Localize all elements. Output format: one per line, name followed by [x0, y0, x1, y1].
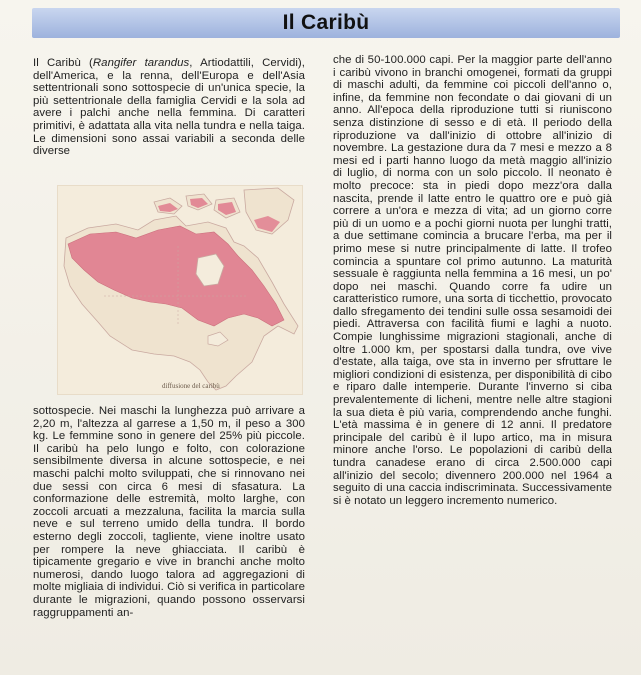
intro-rest: , Artiodattili, Cervidi), dell'America, e la renna, dell'Europa e dell'Asia settentrionali sono sottospecie di un'unica specie, la più settentrionale della famiglia Cervidi e la sola ad avere i palchi anche nella femmina. Di caratteri primitivi, è adattata alla vita nella tundra e nella taiga. Le dimensioni sono assai variabili a seconda delle diverse [33, 57, 305, 158]
page-title: Il Caribù [282, 11, 370, 34]
continuation-paragraph: sottospecie. Nei maschi la lunghezza può arrivare a 2,20 m, l'altezza al garrese a 1,50 m, il peso a 300 kg. Le femmine sono in genere del 25% più piccole. Il caribù ha pelo lungo e folto, con colorazione sensibilmente diversa in alcune sottospecie, e nei maschi palchi molto sviluppati, che si rinnovano nei due sessi con circa 6 mesi di sfasatura. La conformazione delle estremità, molto larghe, con zoccoli arcuati a mezzaluna, facilita la marcia sulla neve e sul terreno umido della tundra. Il bordo esterno degli zoccoli, tagliente, viene inoltre usato per rompere la neve ghiacciata. Il caribù è tipicamente gregario e vive in branchi anche molto numerosi, dando luogo talora ad aggregazioni di molte migliaia di individui. Ciò si verifica in particolare durante le migrazioni, quando possono osservarsi raggruppamenti an- [33, 405, 305, 619]
species-name: Rangifer tarandus [92, 57, 190, 69]
intro-paragraph [33, 57, 305, 158]
left-column-continuation [33, 405, 305, 619]
distribution-map-graphic [58, 186, 302, 394]
right-column [333, 54, 612, 507]
distribution-map [58, 186, 302, 394]
title-band [32, 8, 620, 38]
intro-start: Il Caribù ( [33, 57, 93, 69]
left-column-intro [33, 57, 305, 158]
map-caption: diffusione del caribù [162, 382, 220, 390]
right-paragraph: che di 50-100.000 capi. Per la maggior parte dell'anno i caribù vivono in branchi omogenei, formati da gruppi di maschi adulti, da femmine coi piccoli dell'anno o, infine, da femmine non fecondate o dai giovani di un anno. All'epoca della riproduzione tutti si riuniscono senza distinzione di sesso e di età. Il periodo della riproduzione va dall'inizio di ottobre all'inizio di novembre. La gestazione dura da 7 mesi e mezzo a 8 mesi ed i parti hanno luogo da metà maggio all'inizio di luglio, di norma con un solo piccolo. Il neonato è molto precoce: sta in piedi dopo mezz'ora dalla nascita, prende il latte entro le quattro ore e può già correre a un'ora e mezza di vita; ad un giorno corre più di un uomo e a pochi giorni nuota per lunghi tratti, a due settimane comincia a brucare l'erba, ma per il primo mese si nutre principalmente di latte. Il trofeo comincia a spuntare col primo autunno. La maturità sessuale è raggiunta nella femmina a 16 mesi, un po' dopo nei maschi. Quando corre fa udire un caratteristico rumore, una sorta di ticchettio, provocato dallo sfregamento dei tendini sulle ossa sesamoidi dei piedi. Attraversa con facilità fiumi e laghi a nuoto. Compie lunghissime migrazioni stagionali, anche di oltre 1.000 km, per spostarsi dalla tundra, ove vive d'estate, alla taiga, ove sta in inverno per sfruttare le migliori condizioni di esistenza, per disponibilità di cibo e riparo dalle intemperie. Durante l'inverno si ciba prevalentemente di licheni, mentre nelle altre stagioni la sua dieta è più varia, comprendendo anche funghi. L'età massima è in genere di 12 anni. Il predatore principale del caribù è il lupo artico, ma in misura minore anche l'orso. Le popolazioni di caribù della tundra canadese erano di circa 2.500.000 capi all'inizio del secolo; divennero 200.000 nel 1964 a seguito di una caccia indiscriminata. Successivamente si è notato un leggero incremento numerico. [333, 54, 612, 507]
